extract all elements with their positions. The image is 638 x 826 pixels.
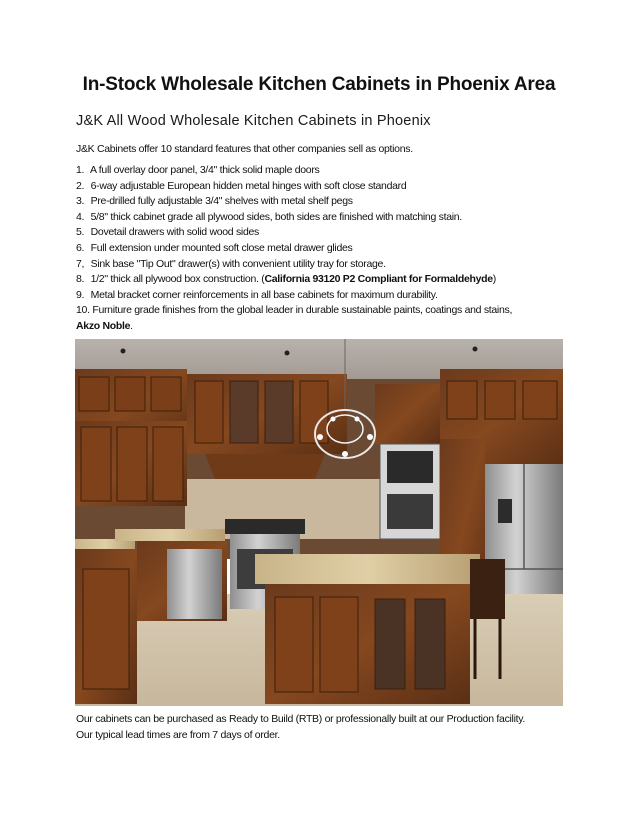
brand-bold: Akzo Noble bbox=[76, 319, 131, 332]
compliance-bold: California 93120 P2 Compliant for Formaldehyde bbox=[264, 273, 493, 286]
list-item: 2. 6-way adjustable European hidden metal hinges with soft close standard bbox=[76, 179, 407, 192]
list-item: 8. 1/2" thick all plywood box construction. (California 93120 P2 Compliant for Formaldehyde) bbox=[76, 273, 496, 286]
list-item: 6. Full extension under mounted soft close metal drawer glides bbox=[76, 241, 353, 254]
footer-text: Our cabinets can be purchased as Ready to Build (RTB) or professionally built at our Production facility. Our typical lead times are from 7 days of order. bbox=[76, 713, 526, 741]
feature-list bbox=[76, 163, 566, 335]
subtitle: J&K All Wood Wholesale Kitchen Cabinets in Phoenix bbox=[76, 113, 431, 129]
list-item: 3. Pre-drilled fully adjustable 3/4" shelves with metal shelf pegs bbox=[76, 195, 353, 208]
page-title: In-Stock Wholesale Kitchen Cabinets in Phoenix Area bbox=[82, 74, 556, 95]
list-item: 9. Metal bracket corner reinforcements in all base cabinets for maximum durability. bbox=[76, 288, 438, 301]
list-item: 5. Dovetail drawers with solid wood sides bbox=[76, 226, 259, 239]
kitchen-photo bbox=[75, 339, 563, 706]
list-item: 10. Furniture grade finishes from the global leader in durable sustainable paints, coatings and stains, Akzo Noble. bbox=[76, 304, 513, 332]
intro-text: J&K Cabinets offer 10 standard features that other companies sell as options. bbox=[76, 143, 413, 155]
list-item: 7, Sink base "Tip Out" drawer(s) with convenient utility tray for storage. bbox=[76, 257, 386, 270]
list-item: 1. A full overlay door panel, 3/4" thick solid maple doors bbox=[76, 164, 320, 176]
list-item: 4. 5/8" thick cabinet grade all plywood sides, both sides are finished with matching stain. bbox=[76, 210, 462, 223]
